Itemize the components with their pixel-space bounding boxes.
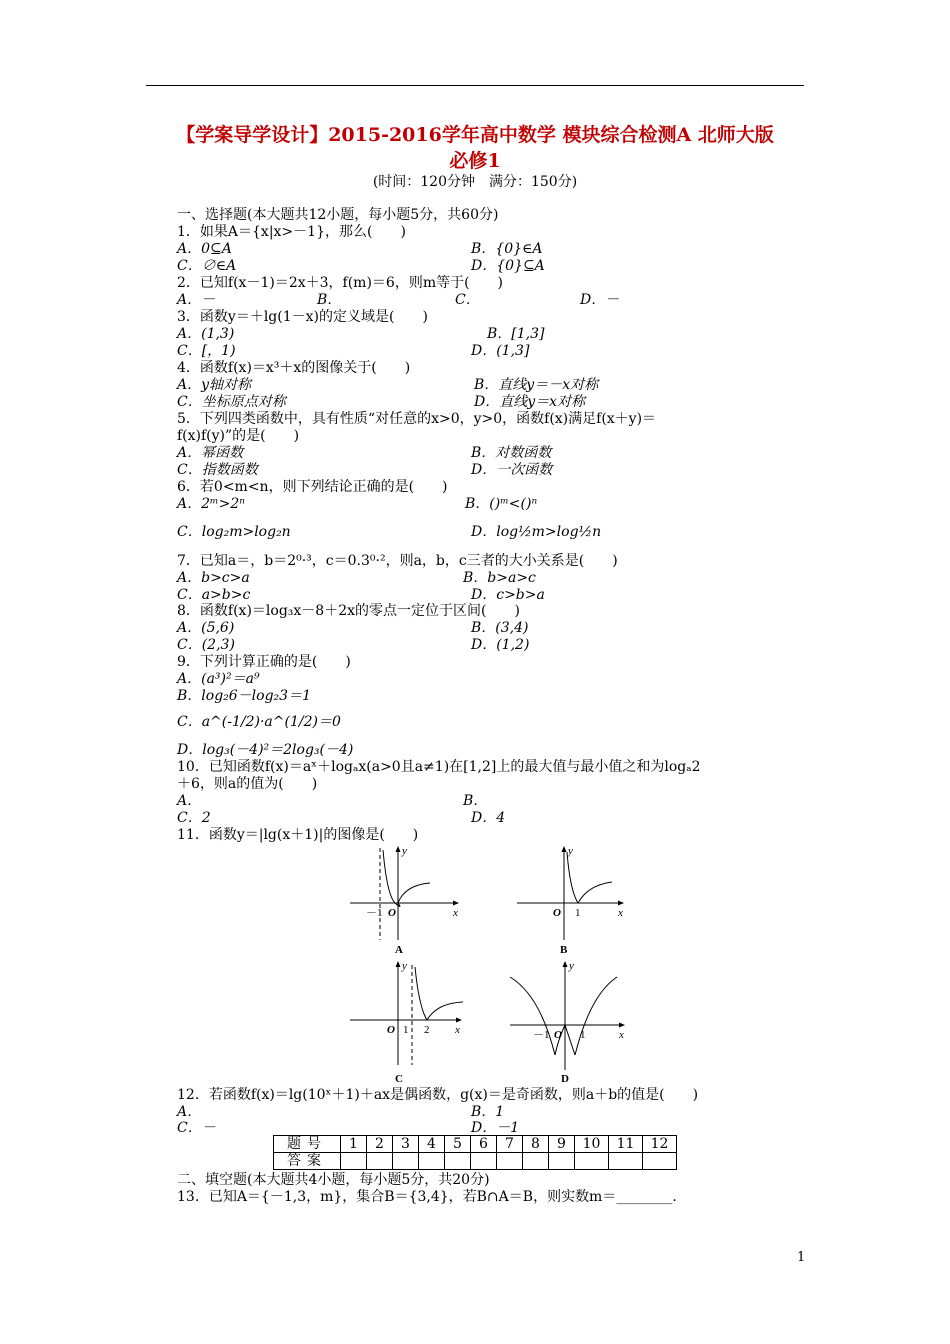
option: A．－: [177, 292, 216, 308]
option: C．(2,3): [177, 637, 235, 653]
option: D．－: [580, 292, 620, 308]
option: A．y轴对称: [177, 377, 252, 393]
tick-label: 1: [580, 1029, 586, 1041]
question-number: 8: [523, 1136, 549, 1153]
question-number: 12: [643, 1136, 677, 1153]
option: C．坐标原点对称: [177, 394, 286, 410]
option: C．[，1): [177, 343, 236, 359]
answer-cell[interactable]: [445, 1153, 471, 1170]
x-axis-label: x: [453, 907, 458, 919]
option: A．0⊆A: [177, 241, 232, 257]
option: C．指数函数: [177, 462, 258, 478]
table-row-header: 答案: [274, 1153, 341, 1170]
question-1: 1．如果A＝{x|x>－1}，那么( ): [177, 224, 406, 240]
graph-c: [345, 955, 470, 1085]
option: A．2ᵐ>2ⁿ: [177, 496, 245, 512]
option: B．: [463, 793, 488, 809]
option: A．幂函数: [177, 445, 244, 461]
tick-label: 1: [575, 907, 581, 919]
question-10: 10．已知函数f(x)＝aˣ＋logₐx(a>0且a≠1)在[1,2]上的最大值与最小值之和为logₐ2: [177, 759, 701, 775]
option: A．(5,6): [177, 620, 235, 636]
answer-cell[interactable]: [393, 1153, 419, 1170]
option: D．(1,3]: [471, 343, 530, 359]
graph-b: [512, 840, 632, 955]
question-11: 11．函数y＝|lg(x＋1)|的图像是( ): [177, 827, 419, 843]
option: B．(3,4): [471, 620, 529, 636]
option: B．: [317, 292, 342, 308]
y-axis-label: y: [568, 845, 573, 857]
exam-info: (时间：120分钟 满分：150分): [372, 174, 578, 190]
tick-label: 1: [403, 1024, 409, 1036]
option: B．[1,3]: [487, 326, 545, 342]
option: C．: [455, 292, 480, 308]
answer-table: [273, 1135, 677, 1170]
y-axis-label: y: [402, 960, 407, 972]
x-axis-label: x: [618, 907, 623, 919]
question-5-cont: f(x)f(y)”的是( ): [177, 428, 300, 444]
option: A．(a³)²＝a⁹: [177, 671, 260, 687]
y-axis-label: y: [569, 960, 574, 972]
page-number: 1: [797, 1250, 806, 1265]
option: D．(1,2): [471, 637, 530, 653]
graph-label: A: [395, 944, 403, 955]
question-number: 7: [497, 1136, 523, 1153]
option: A．(1,3): [177, 326, 235, 342]
answer-cell[interactable]: [497, 1153, 523, 1170]
option: D．一次函数: [471, 462, 553, 478]
page-title-line2: 必修1: [449, 150, 501, 172]
question-number: 4: [419, 1136, 445, 1153]
answer-cell[interactable]: [419, 1153, 445, 1170]
origin-label: O: [553, 907, 561, 919]
section-heading: 一、选择题(本大题共12小题，每小题5分，共60分): [177, 207, 499, 223]
tick-label: －1: [533, 1029, 550, 1041]
question-number: 11: [609, 1136, 643, 1153]
answer-cell[interactable]: [549, 1153, 575, 1170]
table-row-header: 题号: [274, 1136, 341, 1153]
question-8: 8．函数f(x)＝log₃x－8＋2x的零点一定位于区间( ): [177, 603, 520, 619]
question-3: 3．函数y＝＋lg(1－x)的定义域是( ): [177, 309, 428, 325]
option: D．4: [471, 810, 506, 826]
tick-label: －1: [366, 907, 383, 919]
answer-cell[interactable]: [367, 1153, 393, 1170]
answer-cell[interactable]: [341, 1153, 367, 1170]
option: D．直线y＝x对称: [474, 394, 586, 410]
option: C．a^(-1/2)·a^(1/2)＝0: [177, 714, 341, 730]
option: A．: [177, 1104, 202, 1120]
option: A．b>c>a: [177, 570, 250, 586]
option: C．－: [177, 1120, 216, 1136]
table-row: [274, 1153, 677, 1170]
graph-label: D: [561, 1073, 569, 1085]
answer-cell[interactable]: [471, 1153, 497, 1170]
graph-label: C: [395, 1073, 403, 1085]
origin-label: O: [388, 907, 396, 919]
question-6: 6．若0<m<n，则下列结论正确的是( ): [177, 479, 448, 495]
answer-cell[interactable]: [575, 1153, 609, 1170]
option: C．∅∈A: [177, 258, 237, 274]
question-4: 4．函数f(x)＝x³＋x的图像关于( ): [177, 360, 411, 376]
option: B．log₂6－log₂3＝1: [177, 688, 311, 704]
question-number: 10: [575, 1136, 609, 1153]
option: C．log₂m>log₂n: [177, 524, 291, 540]
question-number: 2: [367, 1136, 393, 1153]
option: D．{0}⊆A: [471, 258, 545, 274]
question-number: 3: [393, 1136, 419, 1153]
table-row: [274, 1136, 677, 1153]
question-9: 9．下列计算正确的是( ): [177, 654, 351, 670]
option: A．: [177, 793, 202, 809]
question-number: 1: [341, 1136, 367, 1153]
x-axis-label: x: [455, 1024, 460, 1036]
question-5: 5．下列四类函数中，具有性质“对任意的x>0，y>0，函数f(x)满足f(x＋y)＝: [177, 411, 657, 427]
tick-label: 2: [424, 1024, 430, 1036]
page-title: 【学案导学设计】2015-2016学年高中数学 模块综合检测A 北师大版: [176, 124, 774, 146]
question-number: 6: [471, 1136, 497, 1153]
x-axis-label: x: [619, 1029, 624, 1041]
option: C．2: [177, 810, 211, 826]
option: B．直线y＝－x对称: [474, 377, 599, 393]
question-13: 13．已知A＝{－1,3，m}，集合B＝{3,4}，若B∩A＝B，则实数m＝________.: [177, 1189, 677, 1205]
top-rule: [146, 85, 804, 86]
option: B．b>a>c: [463, 570, 536, 586]
question-number: 5: [445, 1136, 471, 1153]
question-2: 2．已知f(x－1)＝2x＋3，f(m)＝6，则m等于( ): [177, 275, 504, 291]
answer-cell[interactable]: [643, 1153, 677, 1170]
option: B．()ᵐ<()ⁿ: [465, 496, 538, 512]
answer-cell[interactable]: [609, 1153, 643, 1170]
section-heading: 二、填空题(本大题共4小题，每小题5分，共20分): [177, 1172, 490, 1188]
origin-label: O: [554, 1029, 562, 1041]
graph-label: B: [560, 944, 568, 955]
answer-cell[interactable]: [523, 1153, 549, 1170]
question-7: 7．已知a＝，b＝2⁰·³，c＝0.3⁰·²，则a，b，c三者的大小关系是( ): [177, 553, 618, 569]
graph-d: [505, 955, 635, 1085]
option: B．{0}∈A: [471, 241, 543, 257]
option: C．a>b>c: [177, 587, 251, 603]
option: D．log½m>log½n: [471, 524, 602, 540]
question-number: 9: [549, 1136, 575, 1153]
option: D．c>b>a: [471, 587, 545, 603]
origin-label: O: [387, 1024, 395, 1036]
y-axis-label: y: [402, 845, 407, 857]
question-10-cont: ＋6，则a的值为( ): [177, 776, 318, 792]
option: B．对数函数: [471, 445, 552, 461]
option: D．－1: [471, 1120, 520, 1136]
question-12: 12．若函数f(x)＝lg(10ˣ＋1)＋ax是偶函数，g(x)＝是奇函数，则a＋b的值是( ): [177, 1087, 699, 1103]
graph-a: [345, 840, 465, 955]
option: D．log₃(－4)²＝2log₃(－4): [177, 742, 354, 758]
option: B．1: [471, 1104, 505, 1120]
